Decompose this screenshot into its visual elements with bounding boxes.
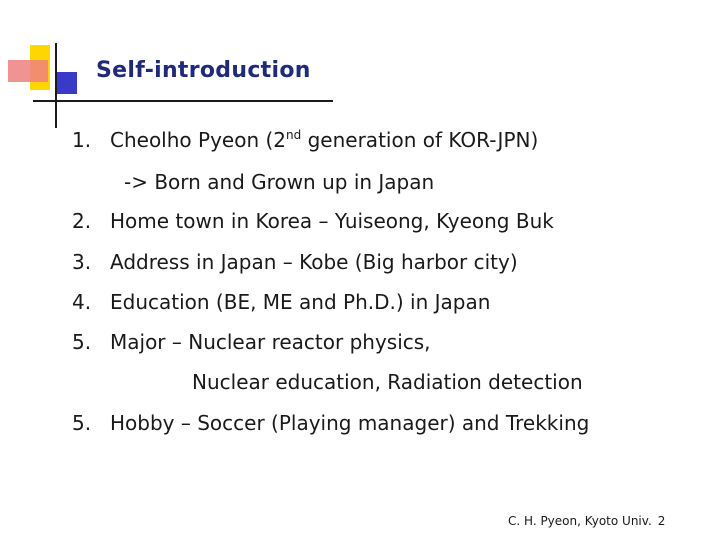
list-item-text: Major – Nuclear reactor physics, <box>110 330 431 354</box>
list-item-2 <box>72 209 554 233</box>
list-item-number: 5. <box>72 411 92 435</box>
list-item-number: 5. <box>72 330 92 354</box>
list-item-6 <box>72 411 589 435</box>
list-item-3 <box>72 250 518 274</box>
decor-red-rectangle <box>8 60 48 82</box>
list-item-text-cont: generation of KOR-JPN) <box>301 128 539 152</box>
list-item-4 <box>72 290 490 314</box>
list-item-5 <box>72 330 431 354</box>
list-item-number: 4. <box>72 290 92 314</box>
list-item-number: 3. <box>72 250 92 274</box>
title-underline <box>33 100 333 102</box>
list-item-text: Cheolho Pyeon (2 <box>110 128 287 152</box>
sub-line-major: Nuclear education, Radiation detection <box>192 370 583 394</box>
decor-vertical-line <box>55 43 57 128</box>
slide-footer <box>508 514 671 528</box>
list-item-text: Hobby – Soccer (Playing manager) and Trekking <box>110 411 590 435</box>
sub-line-born: -> Born and Grown up in Japan <box>124 170 435 194</box>
list-item-text: Address in Japan – Kobe (Big harbor city) <box>110 250 518 274</box>
list-item-1 <box>72 128 538 152</box>
list-item-number: 2. <box>72 209 92 233</box>
list-item-text: Home town in Korea – Yuiseong, Kyeong Buk <box>110 209 554 233</box>
superscript: nd <box>286 128 302 142</box>
page-number: 2 <box>657 514 666 528</box>
list-item-text: Education (BE, ME and Ph.D.) in Japan <box>110 290 491 314</box>
list-item-number: 1. <box>72 128 92 152</box>
footer-author: C. H. Pyeon, Kyoto Univ. <box>508 514 652 528</box>
decor-blue-square <box>55 72 77 94</box>
slide-title: Self-introduction <box>96 58 311 83</box>
